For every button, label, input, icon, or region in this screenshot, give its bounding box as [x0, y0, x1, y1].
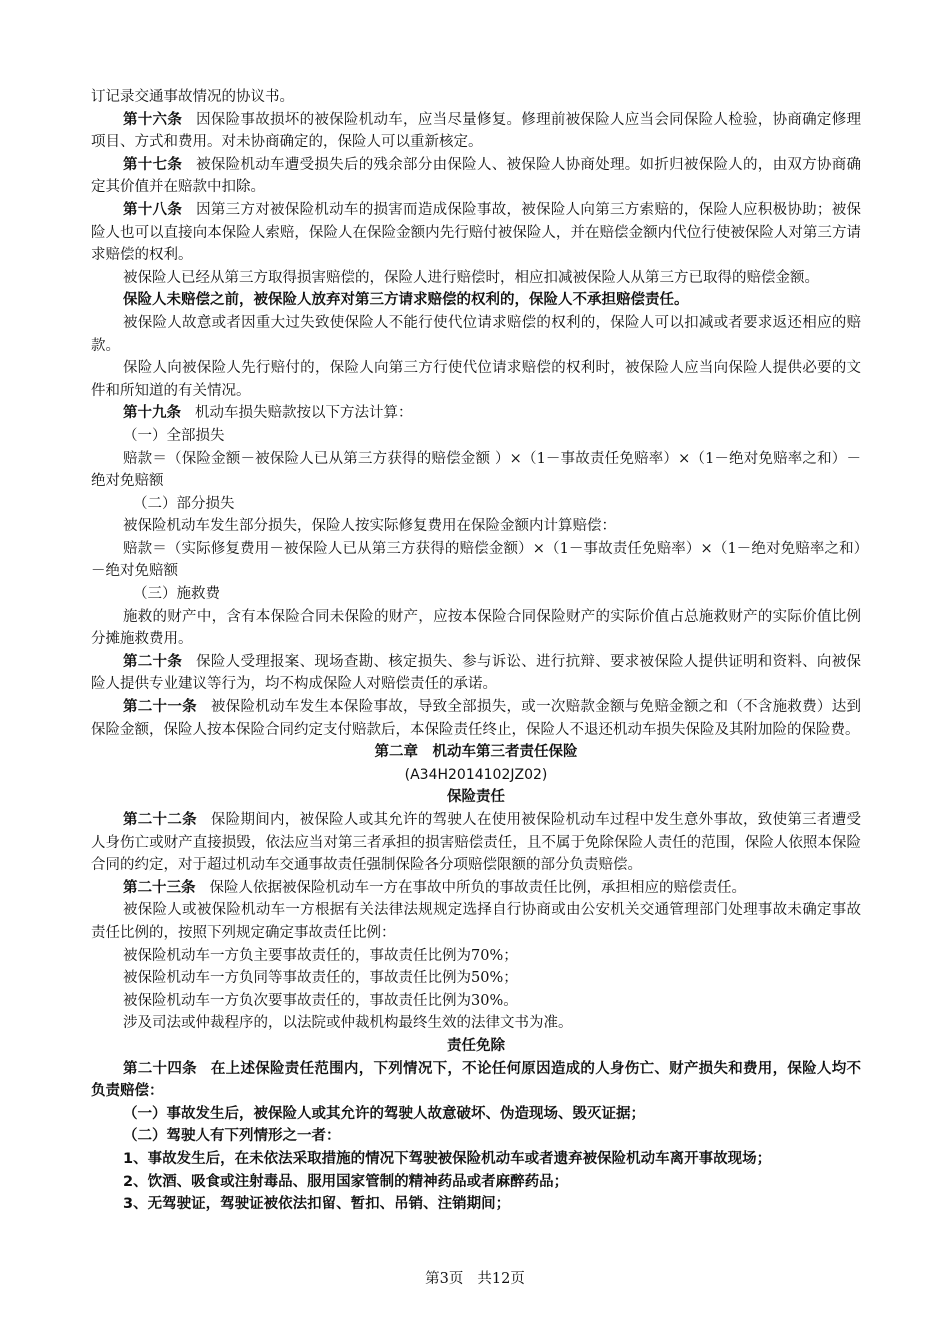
chapter-code: (A34H2014102JZ02) [404, 766, 548, 783]
article-number: 第二十条 [123, 653, 183, 670]
article-text: 在上述保险责任范围内，下列情况下，不论任何原因造成的人身伤亡、财产损失和费用，保险人均不负责赔偿： [91, 1060, 861, 1100]
article-23-paragraph-3: 涉及司法或仲裁程序的，以法院或仲裁机构最终生效的法律文书为准。 [123, 1015, 573, 1032]
section-heading-liability: 保险责任 [447, 789, 505, 806]
document-body [91, 86, 861, 1216]
page-total: 共12页 [477, 1271, 525, 1287]
article-text: 因第三方对被保险机动车的损害而造成保险事故，被保险人向第三方索赔的，保险人应积极协助；被保险人也可以直接向本保险人索赔，保险人在保险金额内先行赔付被保险人，并在赔偿金额内代位行使被保险人对第三方请求赔偿的权利。 [91, 201, 861, 264]
article-20 [91, 651, 861, 696]
article-text: 保险人依据被保险机动车一方在事故中所负的事故责任比例，承担相应的赔偿责任。 [209, 879, 746, 896]
article-number: 第十八条 [123, 201, 183, 218]
article-19-formula-1: 赔款＝（保险金额－被保险人已从第三方获得的赔偿金额 ）×（1－事故责任免赔率）×（1－绝对免赔率之和）－绝对免赔额 [91, 450, 861, 490]
article-24-item-2-2: 2、饮酒、吸食或注射毒品、服用国家管制的精神药品或者麻醉药品； [123, 1173, 569, 1190]
article-18-paragraph-4: 被保险人故意或者因重大过失致使保险人不能行使代位请求赔偿的权利的，保险人可以扣减或者要求返还相应的赔款。 [91, 314, 861, 354]
article-text: 被保险机动车遭受损失后的残余部分由保险人、被保险人协商处理。如折归被保险人的，由双方协商确定其价值并在赔款中扣除。 [91, 156, 861, 196]
article-text: 保险人受理报案、现场查勘、核定损失、参与诉讼、进行抗辩、要求被保险人提供证明和资料、向被保险人提供专业建议等行为，均不构成保险人对赔偿责任的承诺。 [91, 653, 861, 693]
article-18-paragraph-5: 保险人向被保险人先行赔付的，保险人向第三方行使代位请求赔偿的权利时，被保险人应当向保险人提供必要的文件和所知道的有关情况。 [91, 360, 861, 399]
article-number: 第二十一条 [123, 699, 197, 716]
article-16 [91, 109, 861, 154]
article-19-item-3: （三）施救费 [133, 586, 220, 603]
page-number: 第3页 [425, 1271, 464, 1287]
article-24-item-2-1: 1、事故发生后，在未依法采取措施的情况下驾驶被保险机动车或者遗弃被保险机动车离开事故现场； [123, 1150, 772, 1167]
article-number: 第二十二条 [123, 812, 197, 828]
article-text: 因保险事故损坏的被保险机动车，应当尽量修复。修理前被保险人应当会同保险人检验，协商确定修理项目、方式和费用。对未协商确定的，保险人可以重新核定。 [91, 111, 861, 151]
article-17 [91, 154, 861, 199]
article-number: 第十七条 [123, 156, 183, 173]
article-23-paragraph-2: 被保险人或被保险机动车一方根据有关法律法规规定选择自行协商或由公安机关交通管理部门处理事故未确定事故责任比例的，按照下列规定确定事故责任比例： [91, 902, 861, 941]
article-24-item-2: （二）驾驶人有下列情形之一者： [123, 1128, 341, 1145]
article-24-item-1: （一）事故发生后，被保险人或其允许的驾驶人故意破坏、伪造现场、毁灭证据； [123, 1105, 645, 1122]
article-18-paragraph-3: 保险人未赔偿之前，被保险人放弃对第三方请求赔偿的权利的，保险人不承担赔偿责任。 [123, 292, 689, 309]
article-21 [91, 696, 861, 741]
section-heading-exemption: 责任免除 [447, 1037, 505, 1054]
article-19-item-1: （一）全部损失 [123, 427, 225, 444]
article-19 [91, 402, 861, 425]
article-23-ratio-1: 被保险机动车一方负主要事故责任的，事故责任比例为70%； [123, 947, 518, 964]
article-18 [91, 199, 861, 267]
article-18-paragraph-2: 被保险人已经从第三方取得损害赔偿的，保险人进行赔偿时，相应扣减被保险人从第三方已取得的赔偿金额。 [123, 269, 819, 286]
article-text: 保险期间内，被保险人或其允许的驾驶人在使用被保险机动车过程中发生意外事故，致使第三者遭受人身伤亡或财产直接损毁，依法应当对第三者承担的损害赔偿责任，且不属于免除保险人责任的范围，保险人依照本保险合同的约定，对于超过机动车交通事故责任强制保险各分项赔偿限额的部分负责赔偿。 [91, 812, 861, 874]
paragraph-continuation: 订记录交通事故情况的协议书。 [91, 89, 294, 105]
article-19-item-2: （二）部分损失 [133, 495, 235, 512]
article-text: 被保险机动车发生本保险事故，导致全部损失，或一次赔款金额与免赔金额之和（不含施救费）达到保险金额，保险人按本保险合同约定支付赔款后，本保险责任终止，保险人不退还机动车损失保险及其附加险的保险费。 [91, 699, 861, 738]
article-22 [91, 809, 861, 877]
article-23-ratio-3: 被保险机动车一方负次要事故责任的，事故责任比例为30%。 [123, 992, 518, 1009]
article-19-item-3-text: 施救的财产中，含有本保险合同未保险的财产，应按本保险合同保险财产的实际价值占总施救财产的实际价值比例分摊施救费用。 [91, 608, 861, 648]
article-23 [91, 877, 861, 900]
article-24-item-2-3: 3、无驾驶证，驾驶证被依法扣留、暂扣、吊销、注销期间； [123, 1196, 511, 1213]
article-number: 第十九条 [123, 405, 181, 422]
article-number: 第十六条 [123, 111, 183, 128]
article-19-formula-2: 赔款＝（实际修复费用－被保险人已从第三方获得的赔偿金额）×（1－事故责任免赔率）×（1－绝对免赔率之和）－绝对免赔额 [91, 540, 861, 580]
article-text: 机动车损失赔款按以下方法计算： [195, 405, 413, 422]
chapter-title: 第二章 机动车第三者责任保险 [374, 744, 578, 761]
article-number: 第二十四条 [123, 1060, 197, 1077]
page-footer [0, 1267, 950, 1288]
article-23-ratio-2: 被保险机动车一方负同等事故责任的，事故责任比例为50%； [123, 970, 518, 987]
article-19-item-2-text: 被保险机动车发生部分损失，保险人按实际修复费用在保险金额内计算赔偿： [123, 518, 616, 535]
article-number: 第二十三条 [123, 879, 196, 896]
article-24 [91, 1058, 861, 1103]
